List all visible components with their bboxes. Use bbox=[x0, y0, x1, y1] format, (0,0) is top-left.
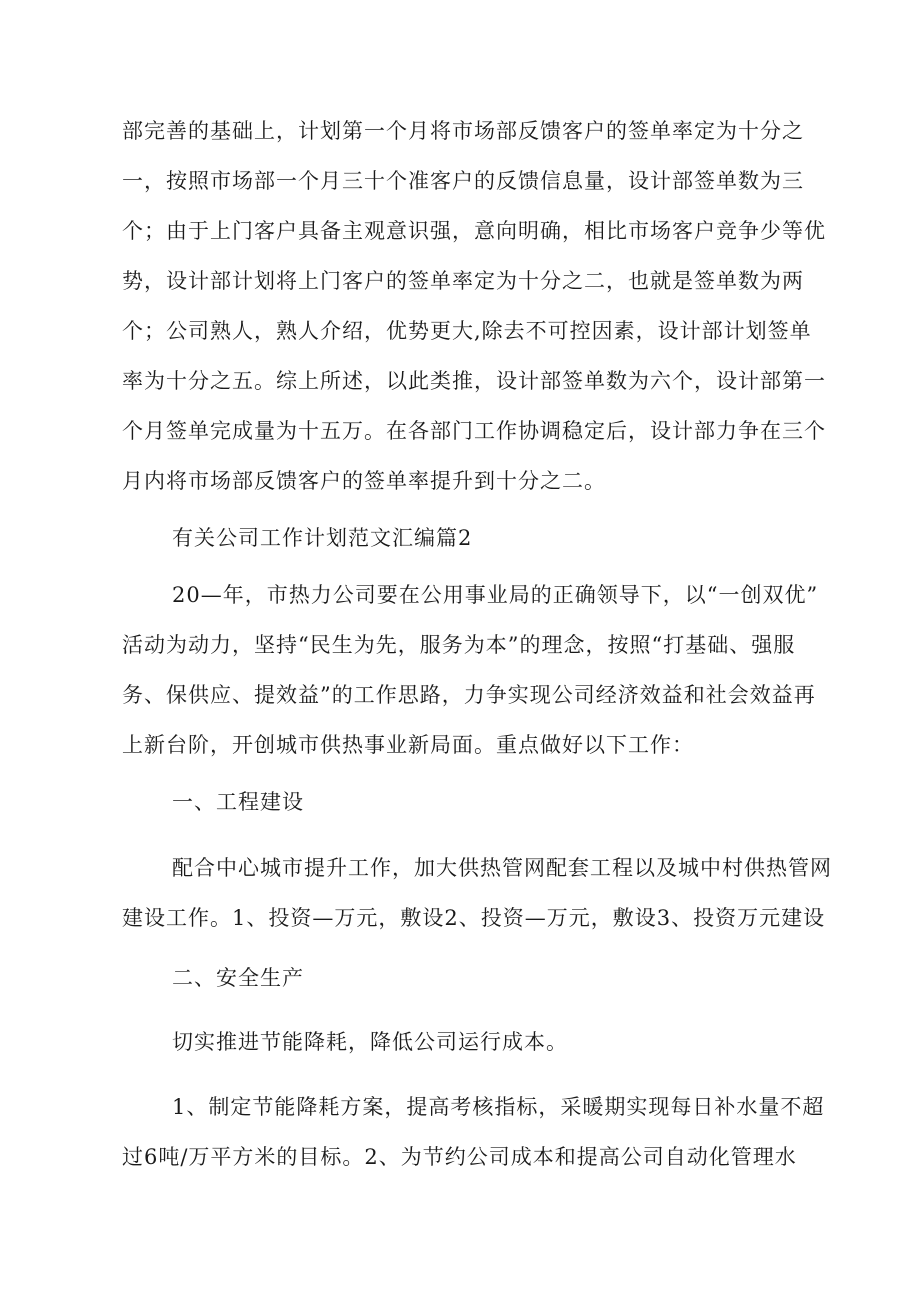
para1-line-5: 个；公司熟人，熟人介绍，优势更大,除去不可控因素，设计部计划签单 bbox=[122, 319, 812, 343]
para2-line-2: 活动为动力，坚持“民生为先，服务为本”的理念，按照“打基础、强服 bbox=[122, 633, 796, 657]
para1-line-4: 势，设计部计划将上门客户的签单率定为十分之二，也就是签单数为两 bbox=[122, 269, 804, 293]
para1-line-6: 率为十分之五。综上所述，以此类推，设计部签单数为六个，设计部第一 bbox=[122, 369, 826, 393]
para3-line-2: 建设工作。1、投资—万元，敷设2、投资—万元，敷设3、投资万元建设 bbox=[122, 906, 826, 930]
para3-line-1: 配合中心城市提升工作，加大供热管网配套工程以及城中村供热管网 bbox=[172, 856, 832, 880]
para5-line-2: 过6吨/万平方米的目标。2、为节约公司成本和提高公司自动化管理水 bbox=[122, 1145, 797, 1169]
article-heading: 有关公司工作计划范文汇编篇2 bbox=[172, 526, 473, 550]
section-title-safety: 二、安全生产 bbox=[172, 966, 304, 990]
para2-line-3: 务、保供应、提效益”的工作思路，力争实现公司经济效益和社会效益再 bbox=[122, 683, 816, 707]
para1-line-7: 个月签单完成量为十五万。在各部门工作协调稳定后，设计部力争在三个 bbox=[122, 419, 826, 443]
para1-line-2: 一，按照市场部一个月三十个准客户的反馈信息量，设计部签单数为三 bbox=[122, 169, 804, 193]
para2-line-4: 上新台阶，开创城市供热事业新局面。重点做好以下工作： bbox=[122, 733, 694, 757]
para1-line-3: 个；由于上门客户具备主观意识强，意向明确，相比市场客户竞争少等优 bbox=[122, 219, 826, 243]
para1-line-1: 部完善的基础上，计划第一个月将市场部反馈客户的签单率定为十分之 bbox=[122, 119, 804, 143]
para5-line-1: 1、制定节能降耗方案，提高考核指标，采暖期实现每日补水量不超 bbox=[172, 1095, 825, 1119]
para4-line: 切实推进节能降耗，降低公司运行成本。 bbox=[172, 1030, 568, 1054]
para2-line-1: 20—年，市热力公司要在公用事业局的正确领导下，以“一创双优” bbox=[172, 583, 819, 607]
para1-line-8: 月内将市场部反馈客户的签单率提升到十分之二。 bbox=[122, 469, 606, 493]
section-title-engineering: 一、工程建设 bbox=[172, 790, 304, 814]
